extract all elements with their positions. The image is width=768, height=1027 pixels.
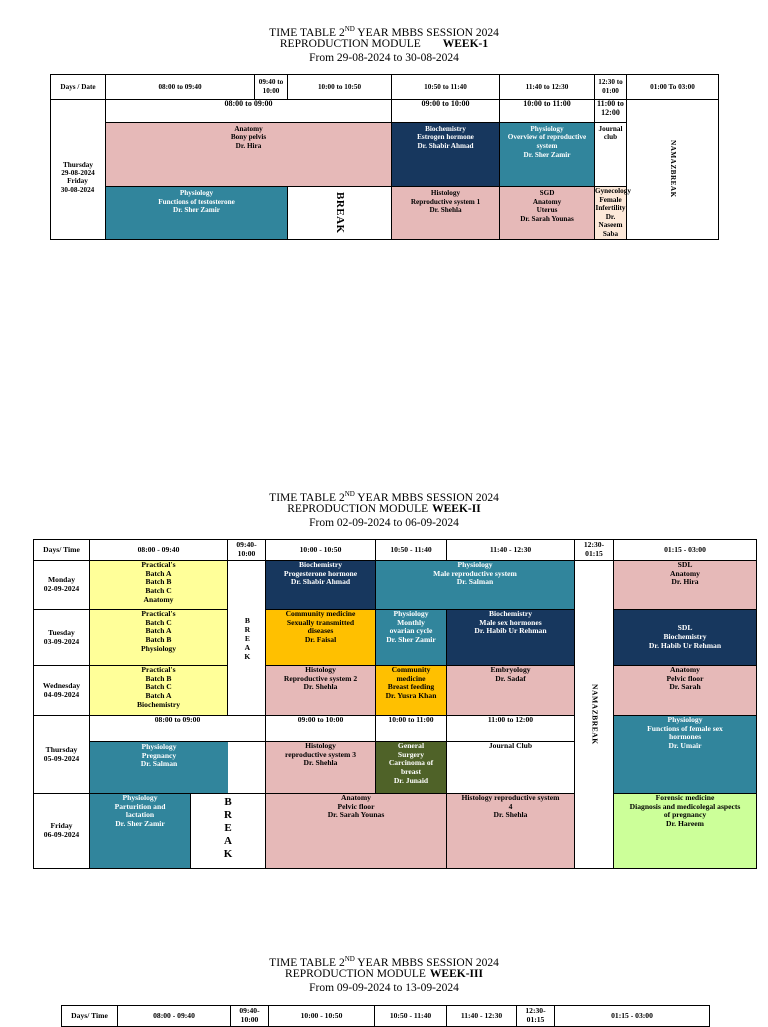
cell-biochemistry: Biochemistry Estrogen hormone Dr. Shabir Ahmad [392,122,500,186]
header-slot: 12:30- 01:15 [575,540,614,561]
cell-anatomy: Anatomy Pelvic floor Dr. Sarah Younas [266,794,447,869]
day-friday: Friday 30-08-2024 [60,177,95,194]
header-slot: 10:00 - 10:50 [269,1006,375,1027]
week1-range: From 29-08-2024 to 30-08-2024 [309,52,459,64]
header-slot: 08:00 to 09:40 [106,75,255,100]
cell-community-medicine: Community medicine Breast feeding Dr. Yusra Khan [376,666,447,716]
cell-anatomy: Anatomy Bony pelvis Dr. Hira [106,122,392,186]
header-slot: 10:00 to 10:50 [288,75,392,100]
week2-title: TIME TABLE 2ND YEAR MBBS SESSION 2024 [269,490,499,504]
header-days: Days/ Time [62,1006,118,1027]
cell-histology: Histology Reproductive system 1 Dr. Shehla [392,186,500,239]
cell-sdl-anatomy: SDL Anatomy Dr. Hira [614,561,757,610]
cell-general-surgery: General Surgery Carcinoma of breast Dr. Junaid [376,742,446,793]
day-tuesday: Tuesday 03-09-2024 [34,610,90,666]
cell-biochemistry: Biochemistry Male sex hormones Dr. Habib Ur Rehman [447,610,575,666]
week1-module: REPRODUCTION MODULE WEEK-1 [279,38,489,50]
header-slot: 12:30 to 01:00 [595,75,627,100]
header-slot: 10:50 to 11:40 [392,75,500,100]
cell-forensic-medicine: Forensic medicine Diagnosis and medicolegal aspects of pregnancy Dr. Hareem [614,794,757,869]
header-slot: 12:30- 01:15 [517,1006,555,1027]
day-wednesday: Wednesday 04-09-2024 [34,666,90,716]
header-slot: 01:15 - 03:00 [555,1006,710,1027]
header-slot: 09:40- 10:00 [231,1006,269,1027]
cell-embryology: Embryology Dr. Sadaf [447,666,575,716]
cell-histology: Histology reproductive system 3 Dr. Shehla [266,742,375,793]
day-friday: Friday 06-09-2024 [34,794,90,869]
week3-module: REPRODUCTION MODULE WEEK-III [285,968,483,980]
header-slot: 10:50 - 11:40 [375,1006,447,1027]
subheader-slot: 11:00 to 12:00 [447,716,574,742]
header-slot: 08:00 - 09:40 [118,1006,231,1027]
cell-practicals: Practical's Batch A Batch B Batch C Anatomy [90,561,228,610]
cell-sdl-biochemistry: SDL Biochemistry Dr. Habib Ur Rehman [614,610,757,666]
cell-community-medicine: Community medicine Sexually transmitted diseases Dr. Faisal [266,610,376,666]
cell-physiology: Physiology Functions of testosterone Dr. Sher Zamir [106,186,288,239]
break-label: BREAK [228,561,266,716]
subheader-slot: 11:00 to 12:00 [595,100,627,123]
cell-sgd-anatomy: SGD Anatomy Uterus Dr. Sarah Younas [500,186,595,239]
cell-histology: Histology Reproductive system 2 Dr. Shehla [266,666,376,716]
subheader-slot: 10:00 to 11:00 [500,100,595,123]
cell-practicals: Practical's Batch C Batch A Batch B Physiology [90,610,228,666]
cell-biochemistry: Biochemistry Progesterone hormone Dr. Shabir Ahmad [266,561,376,610]
subheader-slot: 08:00 to 09:00 [90,716,265,742]
day-monday: Monday 02-09-2024 [34,561,90,610]
day-thursday: Thursday 29-08-2024 [51,100,106,240]
cell-physiology: Physiology Parturition and lactation Dr. Sher Zamir [90,794,191,868]
cell-gynecology: Gynecology Female Infertility Dr. Naseem Saba [595,186,631,238]
header-slot: 11:40 - 12:30 [447,540,575,561]
break-label: BREAK [288,186,392,239]
header-slot: 10:50 - 11:40 [376,540,447,561]
week1-title: TIME TABLE 2ND YEAR MBBS SESSION 2024 [269,25,499,39]
subheader-slot: 09:00 to 10:00 [392,100,500,123]
header-slot: 10:00 - 10:50 [266,540,376,561]
week3-title: TIME TABLE 2ND YEAR MBBS SESSION 2024 [269,955,499,969]
cell-physiology: Physiology Monthly ovarian cycle Dr. Sher Zamir [376,610,447,666]
header-slot: 08:00 - 09:40 [90,540,228,561]
subheader-slot: 10:00 to 11:00 [376,716,446,742]
header-days: Days / Date [51,75,106,100]
cell-histology: Histology reproductive system 4 Dr. Shehla [447,794,575,869]
week2-timetable [33,539,757,869]
namaz-break: NAMAZBREAK [627,100,719,240]
header-slot: 09:40 to 10:00 [255,75,288,100]
cell-anatomy: Anatomy Pelvic floor Dr. Sarah [614,666,757,716]
day-thursday: Thursday 05-09-2024 [34,716,90,794]
header-slot: 11:40 - 12:30 [447,1006,517,1027]
week2-range: From 02-09-2024 to 06-09-2024 [309,517,459,529]
subheader-slot: 08:00 to 09:00 [106,100,392,123]
cell-physiology: Physiology Functions of female sex hormones Dr. Umair [614,716,757,794]
week2-module: REPRODUCTION MODULE WEEK-II [287,503,481,515]
cell-journal-club: Journal Club [488,741,533,750]
break-label: B R E A K [223,796,233,860]
week3-timetable [61,1005,710,1027]
cell-practicals: Practical's Batch B Batch C Batch A Biochemistry [90,666,228,716]
cell-physiology: Physiology Pregnancy Dr. Salman [90,742,228,793]
header-slot: 11:40 to 12:30 [500,75,595,100]
header-slot: 09:40- 10:00 [228,540,266,561]
cell-journal-club: Journal club [595,122,627,186]
cell-physiology: Physiology Male reproductive system Dr. Salman [376,561,575,610]
header-slot: 01:15 - 03:00 [614,540,757,561]
cell-physiology: Physiology Overview of reproductive system Dr. Sher Zamir [500,122,595,186]
week3-range: From 09-09-2024 to 13-09-2024 [309,982,459,994]
namaz-break: NAMAZBREAK [575,561,614,869]
header-slot: 01:00 To 03:00 [627,75,719,100]
subheader-slot: 09:00 to 10:00 [266,716,375,742]
week1-timetable [50,74,719,240]
header-days: Days/ Time [34,540,90,561]
